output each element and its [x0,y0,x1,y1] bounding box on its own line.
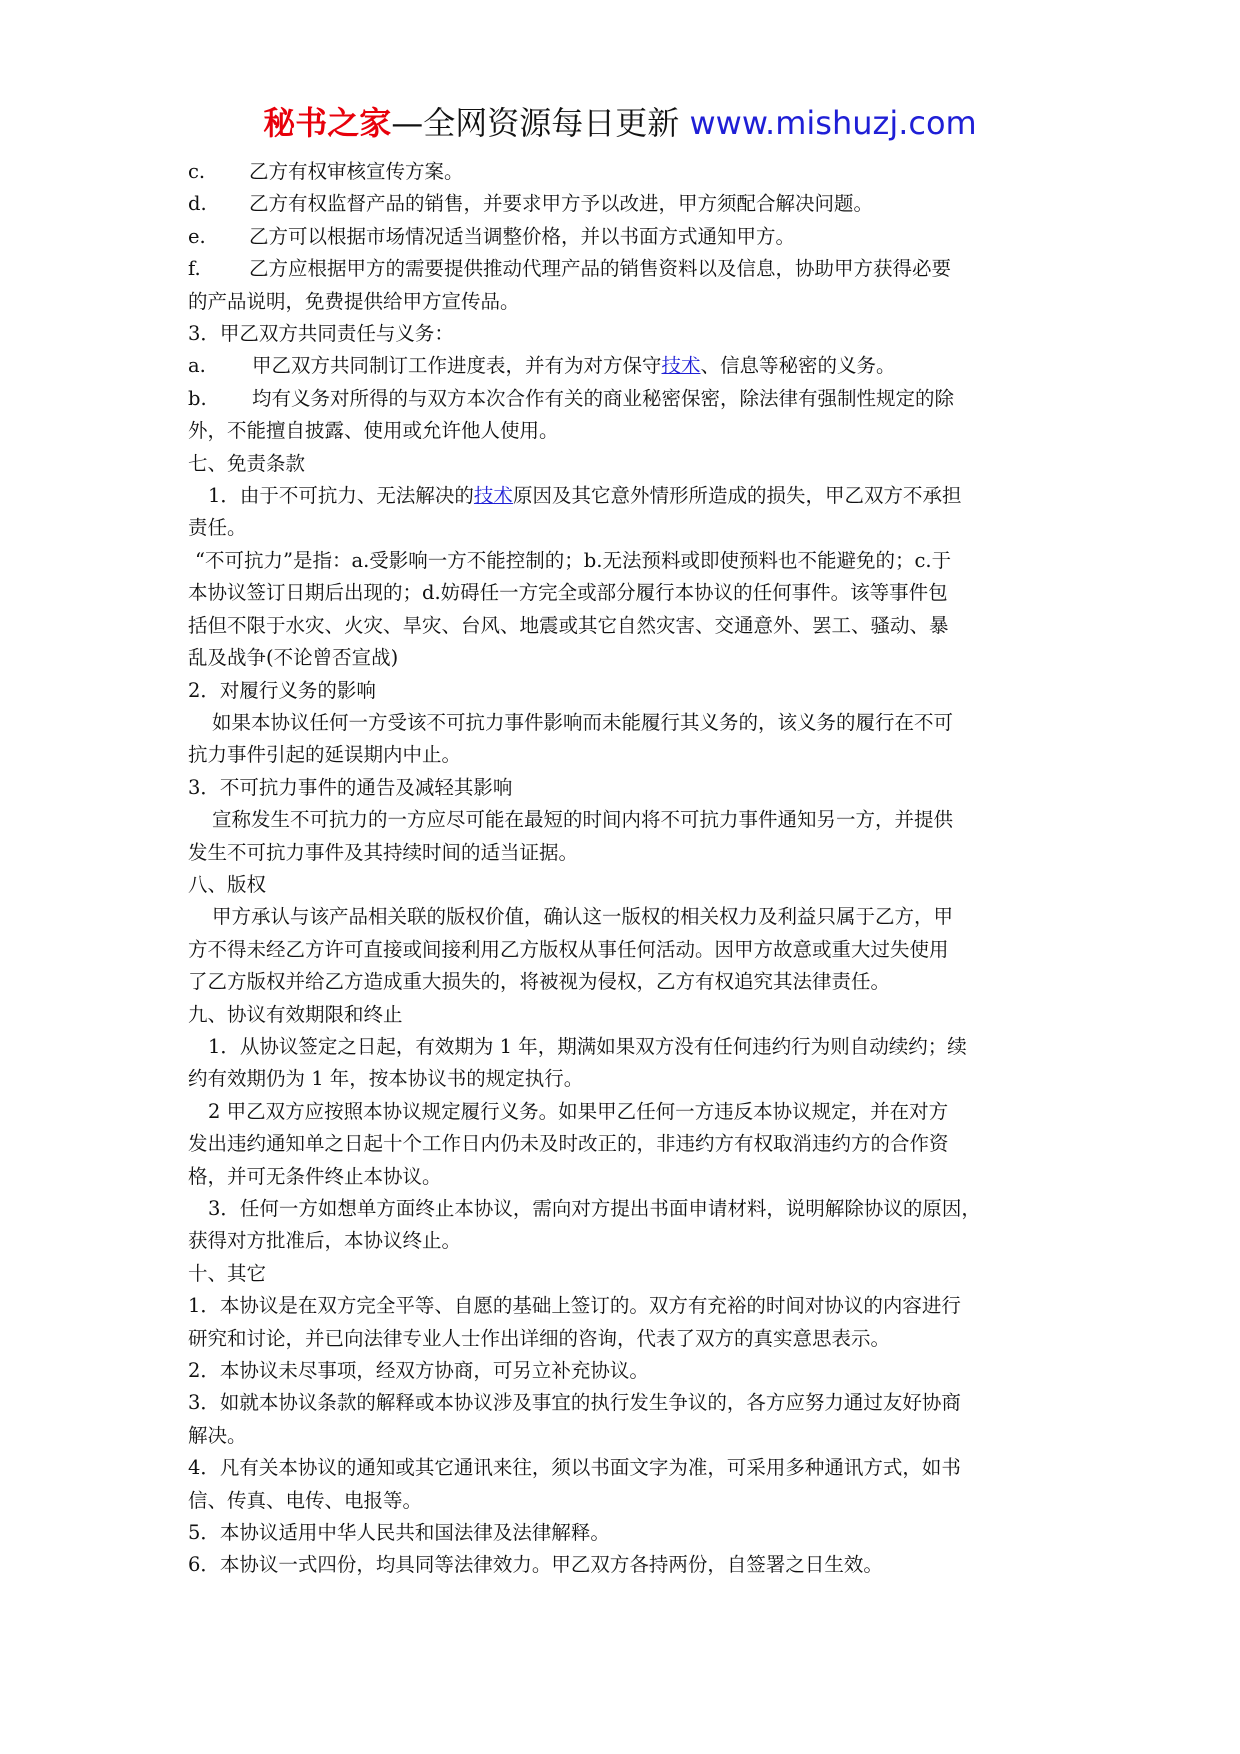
item-label: f. [188,257,201,281]
brand-name: 秘书之家 [263,104,392,142]
s9-item-2-cont: 发出违约通知单之日起十个工作日内仍未及时改正的，非违约方有权取消违约方的合作资 [188,1132,949,1156]
item-text: 均有义务对所得的与双方本次合作有关的商业秘密保密，除法律有强制性规定的除 [252,386,955,410]
s9-item-2-cont: 格，并可无条件终止本协议。 [188,1164,442,1188]
item-text: 1．由于不可抗力、无法解决的 [208,484,474,508]
s10-item-5: 5．本协议适用中华人民共和国法律及法律解释。 [188,1521,610,1545]
document-body [188,156,1058,1582]
s10-item-1-cont: 研究和讨论，并已向法律专业人士作出详细的咨询，代表了双方的真实意思表示。 [188,1326,891,1350]
s10-item-1: 1．本协议是在双方完全平等、自愿的基础上签订的。双方有充裕的时间对协议的内容进行 [188,1294,961,1318]
s8-text: 甲方承认与该产品相关联的版权价值，确认这一版权的相关权力及利益只属于乙方，甲 [212,905,954,929]
site-url-link[interactable]: www.mishuzj.com [689,104,977,142]
s9-item-1-cont: 约有效期仍为 1 年，按本协议书的规定执行。 [188,1067,584,1091]
item-text: 乙方应根据甲方的需要提供推动代理产品的销售资料以及信息，协助甲方获得必要 [249,257,952,281]
s7-item-1 [188,480,1058,512]
s10-item-4: 4．凡有关本协议的通知或其它通讯来往，须以书面文字为准，可采用多种通讯方式，如书 [188,1456,961,1480]
clause-d [188,188,1058,220]
tech-link[interactable]: 技术 [661,354,701,378]
s10-item-4-cont: 信、传真、电传、电报等。 [188,1488,423,1512]
clause-a [188,350,1058,382]
clause-f-cont: 的产品说明，免费提供给甲方宣传品。 [188,289,520,313]
clause-c [188,156,1058,188]
s9-item-3-cont: 获得对方批准后，本协议终止。 [188,1229,462,1253]
s7-item-2-cont: 抗力事件引起的延误期内中止。 [188,743,462,767]
s10-item-3-cont: 解决。 [188,1423,247,1447]
s7-item-3-cont: 发生不可抗力事件及其持续时间的适当证据。 [188,840,579,864]
item-label: d. [188,192,207,216]
force-majeure-cont: 本协议签订日期后出现的；d.妨碍任一方完全或部分履行本协议的任何事件。该等事件包 [188,581,948,605]
item-label: e. [188,224,206,248]
section-7-heading: 七、免责条款 [188,451,306,475]
s7-item-2-title: 2．对履行义务的影响 [188,678,376,702]
banner-slogan: —全网资源每日更新 [391,104,690,142]
tech-link[interactable]: 技术 [473,484,513,508]
s7-item-1-cont: 责任。 [188,516,247,540]
section-8-heading: 八、版权 [188,872,267,896]
s9-item-2: 2 甲乙双方应按照本协议规定履行义务。如果甲乙任何一方违反本协议规定，并在对方 [208,1099,949,1123]
item-label: c. [188,160,206,183]
section-3-title: 3．甲乙双方共同责任与义务： [188,322,454,346]
section-9-heading: 九、协议有效期限和终止 [188,1002,403,1026]
s7-item-3-title: 3．不可抗力事件的通告及减轻其影响 [188,775,513,799]
force-majeure-definition: “不可抗力”是指：a.受影响一方不能控制的；b.无法预料或即使预料也不能避免的；c.于 [195,548,952,572]
s8-cont: 方不得未经乙方许可直接或间接利用乙方版权从事任何活动。因甲方故意或重大过失使用 [188,937,949,961]
item-text: 、信息等秘密的义务。 [700,354,896,378]
clause-f [188,253,1058,285]
item-label: a. [188,354,206,378]
clause-b-cont: 外，不能擅自披露、使用或允许他人使用。 [188,419,559,443]
s10-item-6: 6．本协议一式四份，均具同等法律效力。甲乙双方各持两份，自签署之日生效。 [188,1553,883,1577]
s10-item-3: 3．如就本协议条款的解释或本协议涉及事宜的执行发生争议的，各方应努力通过友好协商 [188,1391,961,1415]
item-text: 乙方有权监督产品的销售，并要求甲方予以改进，甲方须配合解决问题。 [249,192,874,216]
item-text: 乙方可以根据市场情况适当调整价格，并以书面方式通知甲方。 [249,224,796,248]
s8-cont: 了乙方版权并给乙方造成重大损失的，将被视为侵权，乙方有权追究其法律责任。 [188,970,891,994]
site-banner [0,98,1240,148]
item-text: 乙方有权审核宣传方案。 [249,160,464,183]
s7-item-3-text: 宣称发生不可抗力的一方应尽可能在最短的时间内将不可抗力事件通知另一方，并提供 [212,808,954,832]
s9-item-1: 1．从协议签定之日起，有效期为 1 年，期满如果双方没有任何违约行为则自动续约；续 [208,1034,967,1058]
clause-b [188,383,1058,415]
force-majeure-cont: 括但不限于水灾、火灾、旱灾、台风、地震或其它自然灾害、交通意外、罢工、骚动、暴 [188,613,949,637]
item-label: b. [188,386,207,410]
force-majeure-cont: 乱及战争(不论曾否宣战) [188,646,399,670]
s10-item-2: 2．本协议未尽事项，经双方协商，可另立补充协议。 [188,1359,649,1383]
section-10-heading: 十、其它 [188,1261,267,1285]
item-text: 甲乙双方共同制订工作进度表，并有为对方保守 [252,354,662,378]
item-text: 原因及其它意外情形所造成的损失，甲乙双方不承担 [512,484,962,508]
s7-item-2-text: 如果本协议任何一方受该不可抗力事件影响而未能履行其义务的，该义务的履行在不可 [212,710,954,734]
clause-e [188,221,1058,253]
s9-item-3: 3．任何一方如想单方面终止本协议，需向对方提出书面申请材料，说明解除协议的原因， [208,1197,981,1220]
